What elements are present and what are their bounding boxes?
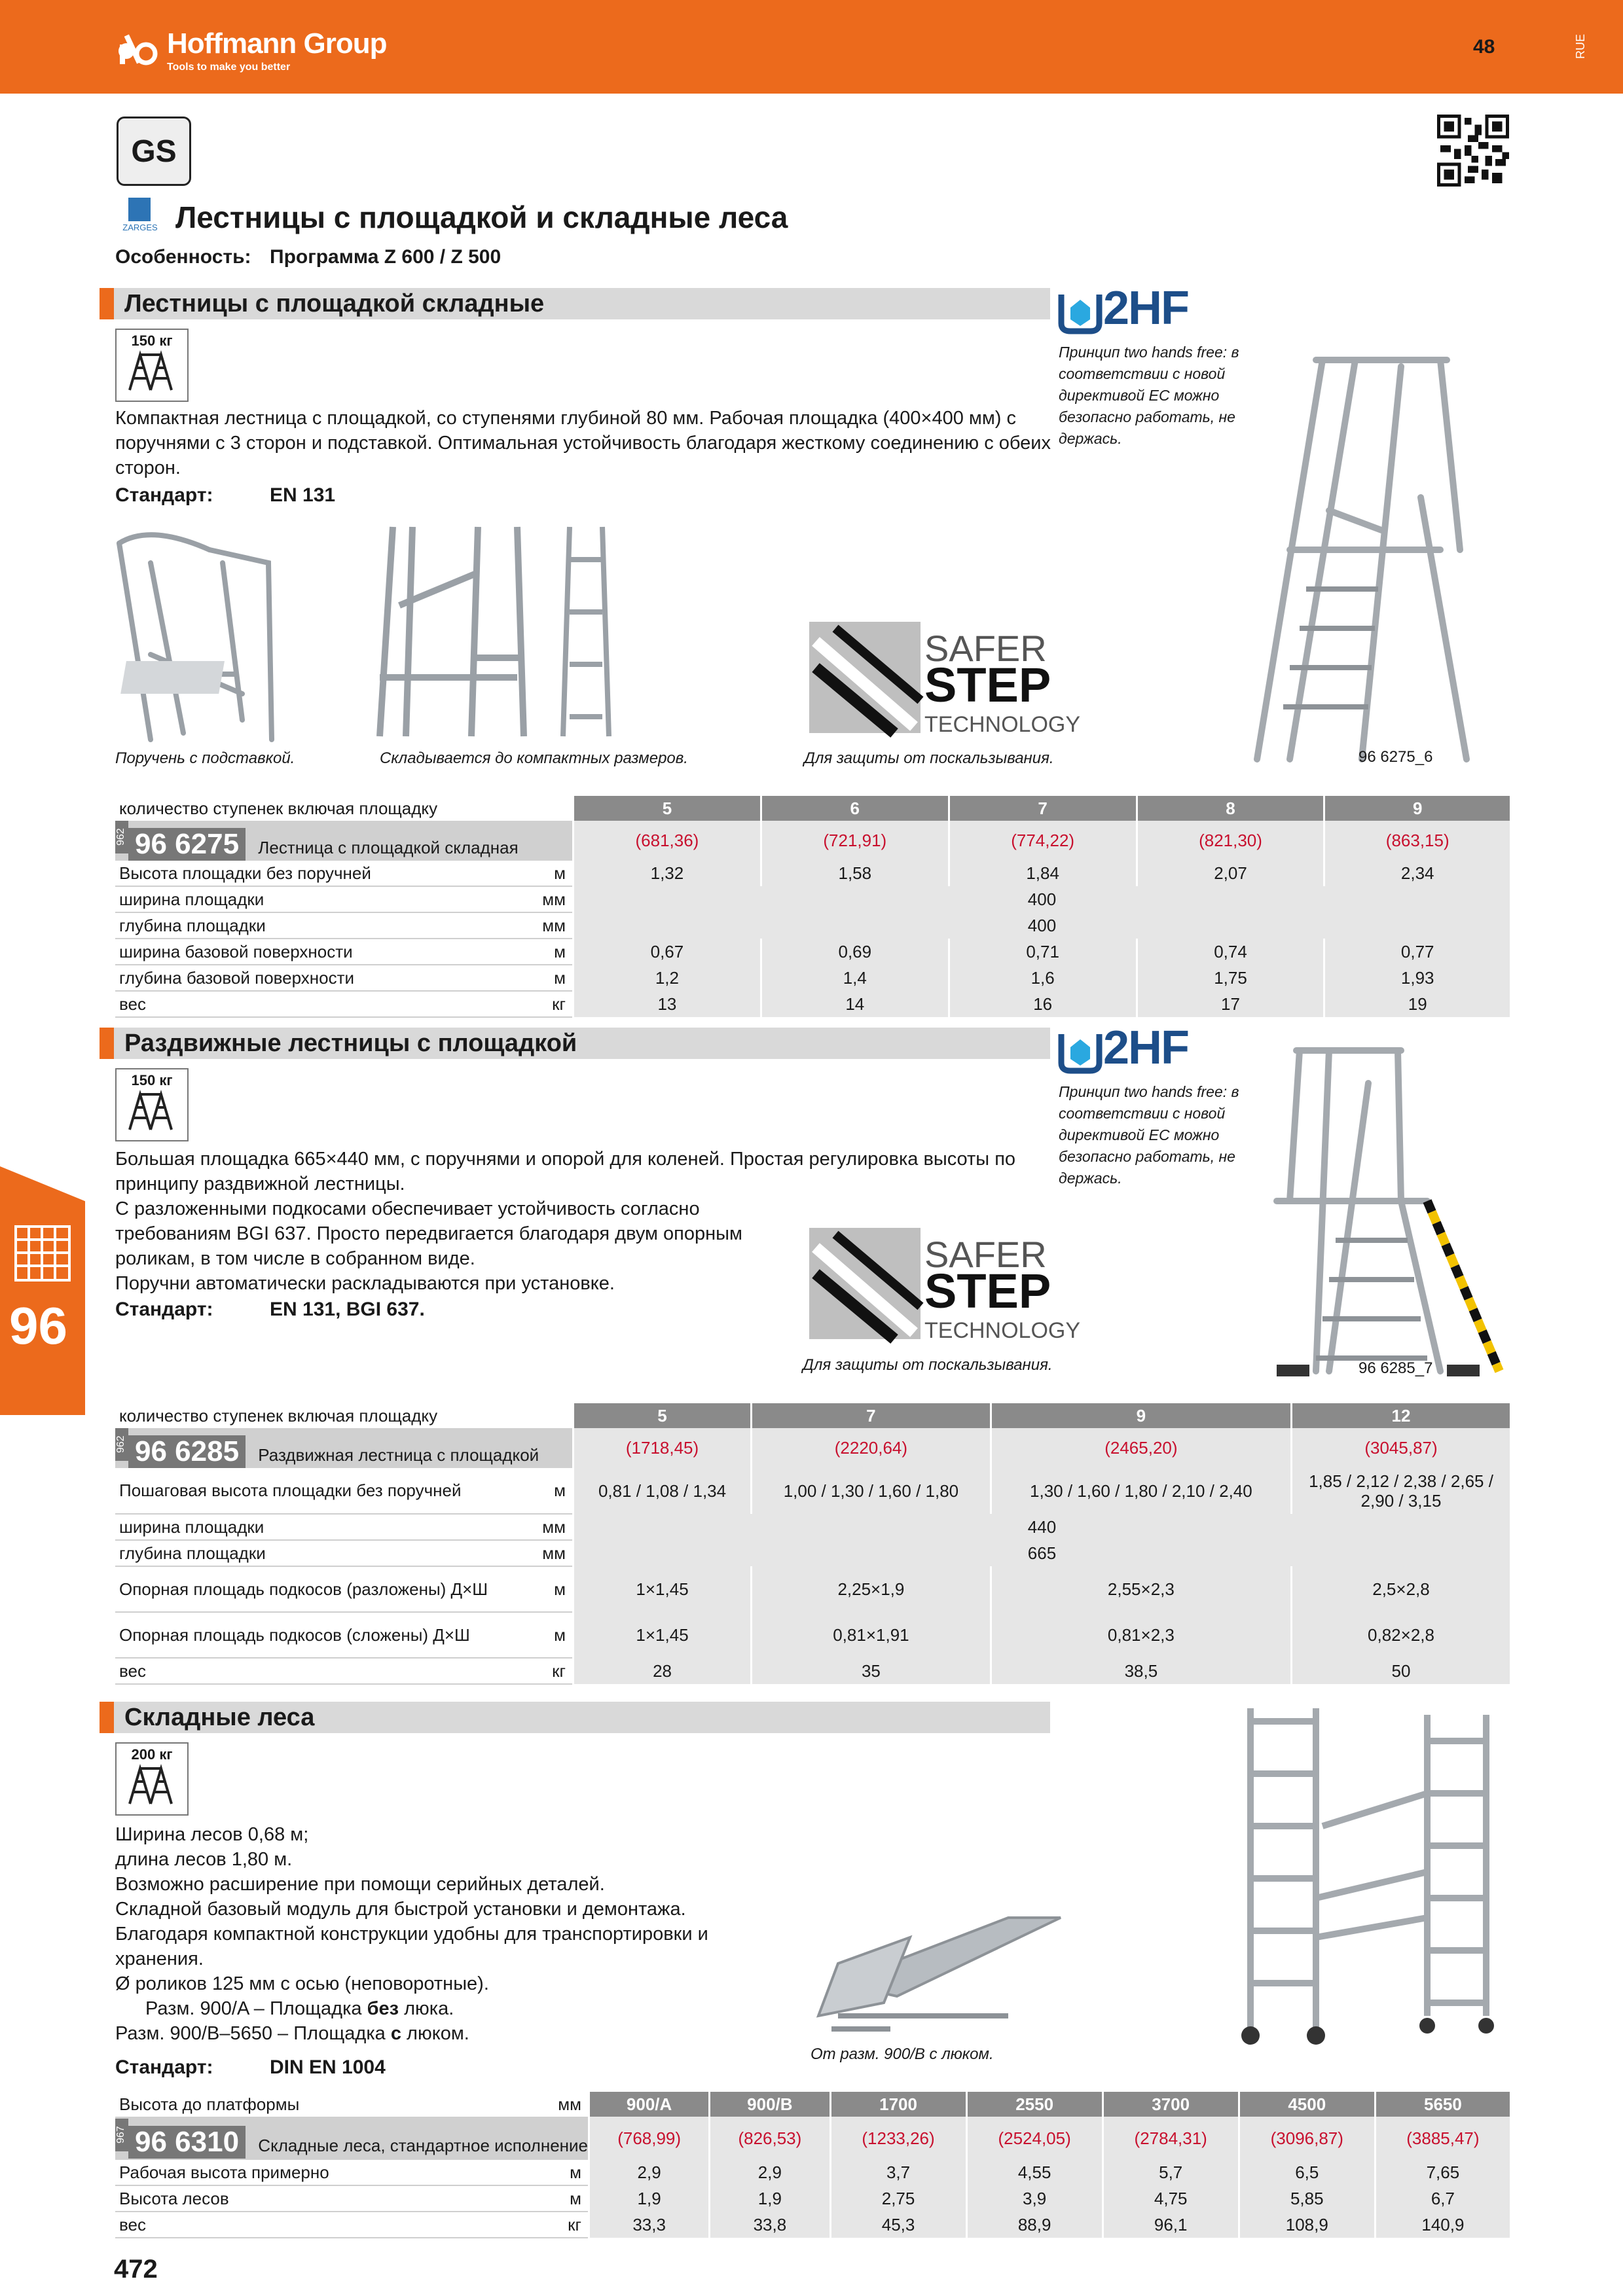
- row-unit: кг: [536, 2212, 589, 2238]
- table-cell-span: 400: [574, 912, 1510, 939]
- table-cell: 17: [1137, 991, 1324, 1017]
- table-column-header: 5: [574, 1403, 752, 1428]
- article-cell: [115, 1428, 574, 1468]
- table-cell: 0,81×2,3: [991, 1612, 1291, 1658]
- ladder-load-icon: [117, 1089, 185, 1132]
- table-cell: 7,65: [1375, 2160, 1510, 2185]
- safer-step-line1: SAFER: [924, 1234, 1047, 1275]
- row-unit: м: [536, 2160, 589, 2185]
- two-hands-free-text: Принцип two hands free: в соответствии с новой директивой ЕС можно безопасно работать, не держась.: [1059, 1083, 1239, 1187]
- table-cell: 1,85 / 2,12 / 2,38 / 2,65 / 2,90 / 3,15: [1292, 1468, 1510, 1514]
- zarges-logo-text: ZARGES: [122, 223, 158, 232]
- load-rating-badge: [115, 1742, 189, 1816]
- price-cell: (774,22): [949, 821, 1137, 861]
- row-unit: м: [522, 965, 574, 991]
- load-rating-badge: [115, 329, 189, 402]
- table-cell: 4,75: [1103, 2185, 1239, 2212]
- price-cell: (2784,31): [1103, 2117, 1239, 2160]
- section-heading-telescopic-platform-ladders: [100, 1028, 1050, 1059]
- table-column-header: 5650: [1375, 2092, 1510, 2117]
- table-cell: 2,07: [1137, 861, 1324, 886]
- two-hands-free-icon: [1057, 1028, 1103, 1075]
- table-cell: 3,9: [966, 2185, 1103, 2212]
- safer-step-icon: [809, 1228, 1081, 1352]
- row-label: Высота лесов: [115, 2185, 536, 2212]
- row-unit: м: [522, 861, 574, 886]
- image-code-1: 96 6275_6: [1359, 748, 1433, 766]
- row-unit: м: [536, 2185, 589, 2212]
- table-column-header: 9: [991, 1403, 1291, 1428]
- price-cell: (1233,26): [830, 2117, 966, 2160]
- price-cell: (821,30): [1137, 821, 1324, 861]
- description-line: Благодаря компактной конструкции удобны для транспортировки и хранения.: [115, 1924, 708, 1969]
- load-rating-label: 200 кг: [131, 1746, 173, 1763]
- row-unit: м: [522, 1566, 574, 1612]
- hoffmann-logo-icon: [115, 25, 160, 71]
- table-cell: 16: [949, 991, 1137, 1017]
- table-header-label: количество ступенек включая площадку: [115, 1403, 574, 1428]
- spec-table-966285: [115, 1403, 1510, 1685]
- table-column-header: 6: [761, 796, 949, 821]
- table-cell-span: 665: [574, 1540, 1510, 1566]
- row-unit: кг: [522, 991, 574, 1017]
- section1-description: Компактная лестница с площадкой, со ступенями глубиной 80 мм. Рабочая площадка (400×400 мм) с поручнями с 3 сторон и подставкой. Оптимальная устойчивость благодаря жесткому соединению с обеих сторон.: [115, 408, 1051, 478]
- row-label: ширина площадки: [115, 1514, 522, 1540]
- table-cell: 1,4: [761, 965, 949, 991]
- row-label: Опорная площадь подкосов (разложены) Д×Ш: [115, 1566, 522, 1612]
- table-cell: 88,9: [966, 2212, 1103, 2238]
- qr-code-icon[interactable]: [1437, 115, 1509, 187]
- section1-standard-value: EN 131: [270, 484, 336, 506]
- two-hands-free-text: Принцип two hands free: в соответствии с новой директивой ЕС можно безопасно работать, не держась.: [1059, 344, 1239, 447]
- description-line: Ø роликов 125 мм с осью (неповоротные).: [115, 1973, 489, 1994]
- table-cell: 1,58: [761, 861, 949, 886]
- row-unit: м: [522, 1612, 574, 1658]
- section-heading-folding-platform-ladders: [100, 288, 1050, 319]
- article-group: 967: [115, 2119, 128, 2151]
- table-cell: 3,7: [830, 2160, 966, 2185]
- table-cell: 1×1,45: [574, 1612, 752, 1658]
- table-row: [115, 2160, 1510, 2185]
- article-cell: [115, 2117, 589, 2160]
- section3-standard-label: Стандарт:: [115, 2056, 213, 2078]
- price-cell: (3096,87): [1239, 2117, 1375, 2160]
- price-cell: (2220,64): [752, 1428, 991, 1468]
- table-cell: 0,74: [1137, 939, 1324, 965]
- scaffold-platform-image: [812, 1898, 1074, 2036]
- section-heading-folding-scaffolds: [100, 1702, 1050, 1733]
- variant-bold: без: [367, 1998, 399, 2019]
- table-row: [115, 886, 1510, 912]
- row-label: Пошаговая высота площадки без поручней: [115, 1468, 522, 1514]
- two-hands-free-logo: [1057, 281, 1188, 335]
- caption-anti-slip-2: Для защиты от поскальзывания.: [803, 1356, 1053, 1374]
- table-header-label: Высота до платформы: [115, 2092, 536, 2117]
- table-cell: 1,9: [710, 2185, 830, 2212]
- table-cell: 1,30 / 1,60 / 1,80 / 2,10 / 2,40: [991, 1468, 1291, 1514]
- table-cell: 1,00 / 1,30 / 1,60 / 1,80: [752, 1468, 991, 1514]
- section3-standard-value: DIN EN 1004: [270, 2056, 386, 2078]
- table-column-header: 9: [1324, 796, 1510, 821]
- table-cell: 0,81×1,91: [752, 1612, 991, 1658]
- table-cell: 35: [752, 1658, 991, 1684]
- price-cell: (721,91): [761, 821, 949, 861]
- table-cell: 2,34: [1324, 861, 1510, 886]
- table-cell: 33,3: [589, 2212, 710, 2238]
- variant-line-1: [115, 1996, 770, 2021]
- variant-text: Разм. 900/B–5650 – Площадка: [115, 2023, 391, 2044]
- variant-text: люка.: [399, 1998, 454, 2019]
- section-heading-text: Складные леса: [124, 1704, 315, 1731]
- price-cell: (1718,45): [574, 1428, 752, 1468]
- zarges-logo: [114, 196, 166, 233]
- table-cell: 0,71: [949, 939, 1137, 965]
- table-row: [115, 2185, 1510, 2212]
- ladder-load-icon: [117, 350, 185, 393]
- section2-standard-value: EN 131, BGI 637.: [270, 1299, 425, 1320]
- zarges-logo-icon: [114, 196, 166, 233]
- safer-step-line2: STEP: [924, 658, 1051, 712]
- price-cell: (768,99): [589, 2117, 710, 2160]
- table-cell: 1,75: [1137, 965, 1324, 991]
- caption-handrail: Поручень с подставкой.: [115, 749, 295, 767]
- brand-tagline: Tools to make you better: [167, 62, 291, 73]
- safer-step-logo: [809, 622, 1081, 746]
- table-column-header: 4500: [1239, 2092, 1375, 2117]
- table-header-row: [115, 1403, 1510, 1428]
- safer-step-line2: STEP: [924, 1264, 1051, 1318]
- article-cell: [115, 821, 574, 861]
- table-cell: 0,69: [761, 939, 949, 965]
- table-cell: 5,7: [1103, 2160, 1239, 2185]
- load-rating-badge: [115, 1068, 189, 1141]
- table-cell: 5,85: [1239, 2185, 1375, 2212]
- description-line: С разложенными подкосами обеспечивает устойчивость согласно требованиям BGI 637. Просто передвигается благодаря двум опорным роликам, в том числе в собранном виде.: [115, 1198, 742, 1269]
- row-label: глубина базовой поверхности: [115, 965, 522, 991]
- table-column-header: 7: [949, 796, 1137, 821]
- table-row: [115, 861, 1510, 886]
- table-cell: 14: [761, 991, 949, 1017]
- article-name: Лестница с площадкой складная: [258, 838, 519, 857]
- table-header-row: [115, 796, 1510, 821]
- page-title: Лестницы с площадкой и складные леса: [175, 200, 788, 234]
- table-cell: 1,6: [949, 965, 1137, 991]
- table-cell: 50: [1292, 1658, 1510, 1684]
- table-cell: 33,8: [710, 2212, 830, 2238]
- description-line: Большая площадка 665×440 мм, с поручнями и опорой для коленей. Простая регулировка высоты по принципу раздвижной лестницы.: [115, 1149, 1016, 1194]
- table-cell-span: 400: [574, 886, 1510, 912]
- article-name: Складные леса, стандартное исполнение: [258, 2135, 588, 2155]
- table-cell: 6,5: [1239, 2160, 1375, 2185]
- table-header-unit: мм: [558, 2094, 581, 2114]
- ladder-handrail-image: [111, 524, 282, 740]
- table-column-header: 8: [1137, 796, 1324, 821]
- table-cell: 4,55: [966, 2160, 1103, 2185]
- table-cell: 19: [1324, 991, 1510, 1017]
- table-cell: 1,93: [1324, 965, 1510, 991]
- section1-standard-label: Стандарт:: [115, 484, 213, 506]
- price-cell: (2524,05): [966, 2117, 1103, 2160]
- table-header-row: [115, 2092, 1510, 2117]
- description-line: Поручни автоматически раскладываются при установке.: [115, 1273, 615, 1294]
- table-cell: 0,67: [574, 939, 761, 965]
- table-row: [115, 1468, 1510, 1514]
- feature-value: Программа Z 600 / Z 500: [270, 246, 501, 268]
- row-label: глубина площадки: [115, 912, 522, 939]
- table-column-header: 12: [1292, 1403, 1510, 1428]
- table-row: [115, 1612, 1510, 1658]
- table-cell: 2,5×2,8: [1292, 1566, 1510, 1612]
- row-unit: мм: [522, 886, 574, 912]
- folding-scaffold-image: [1231, 1702, 1506, 2049]
- table-cell: 2,55×2,3: [991, 1566, 1291, 1612]
- description-line: Складной базовый модуль для быстрой установки и демонтажа.: [115, 1899, 686, 1920]
- footer-page-number: 472: [114, 2255, 158, 2284]
- table-header-label: количество ступенек включая площадку: [115, 796, 574, 821]
- safer-step-line1: SAFER: [924, 628, 1047, 669]
- table-cell: 2,75: [830, 2185, 966, 2212]
- table-column-header: 5: [574, 796, 761, 821]
- row-label: вес: [115, 2212, 536, 2238]
- description-line: Ширина лесов 0,68 м;: [115, 1824, 309, 1845]
- table-cell: 108,9: [1239, 2212, 1375, 2238]
- table-cell: 2,9: [710, 2160, 830, 2185]
- row-unit: кг: [522, 1658, 574, 1684]
- two-hands-free-logo: [1057, 1021, 1188, 1075]
- two-hands-free-icon: [1057, 288, 1103, 335]
- table-cell: 0,82×2,8: [1292, 1612, 1510, 1658]
- price-cell: (3885,47): [1375, 2117, 1510, 2160]
- caption-hatch: От разм. 900/B с люком.: [811, 2045, 994, 2063]
- ladder-load-icon: [117, 1763, 185, 1806]
- chapter-side-tab[interactable]: [0, 1166, 85, 1415]
- table-row: [115, 939, 1510, 965]
- row-unit: мм: [522, 1540, 574, 1566]
- table-cell: 45,3: [830, 2212, 966, 2238]
- table-cell: 140,9: [1375, 2212, 1510, 2238]
- table-row: [115, 965, 1510, 991]
- spec-table-966275: [115, 796, 1510, 1018]
- platform-ladder-image: [1244, 353, 1480, 772]
- table-row: [115, 1566, 1510, 1612]
- price-cell: (2465,20): [991, 1428, 1291, 1468]
- table-cell: 1,2: [574, 965, 761, 991]
- article-number[interactable]: 96 6285: [128, 1435, 246, 1468]
- article-row: [115, 1428, 1510, 1468]
- row-label: Опорная площадь подкосов (сложены) Д×Ш: [115, 1612, 522, 1658]
- section2-standard-label: Стандарт:: [115, 1299, 213, 1320]
- section-heading-text: Лестницы с площадкой складные: [124, 290, 545, 317]
- table-cell: 6,7: [1375, 2185, 1510, 2212]
- price-cell: (826,53): [710, 2117, 830, 2160]
- article-number[interactable]: 96 6310: [128, 2126, 246, 2159]
- feature-label: Особенность:: [115, 246, 251, 268]
- row-unit: м: [522, 939, 574, 965]
- spec-table-966310: [115, 2092, 1510, 2238]
- row-label: ширина площадки: [115, 886, 522, 912]
- price-cell: (3045,87): [1292, 1428, 1510, 1468]
- article-group: 962: [115, 1428, 128, 1461]
- variant-text: Разм. 900/A – Площадка: [145, 1998, 367, 2019]
- image-code-2: 96 6285_7: [1359, 1359, 1433, 1377]
- table-cell: 96,1: [1103, 2212, 1239, 2238]
- description-line: длина лесов 1,80 м.: [115, 1849, 293, 1870]
- table-column-header: 900/B: [710, 2092, 830, 2117]
- table-row: [115, 912, 1510, 939]
- table-cell: 0,81 / 1,08 / 1,34: [574, 1468, 752, 1514]
- two-hands-free-label: 2HF: [1103, 1022, 1189, 1074]
- table-cell: 2,9: [589, 2160, 710, 2185]
- safer-step-line3: TECHNOLOGY: [924, 1318, 1081, 1343]
- safer-step-icon: [809, 622, 1081, 746]
- table-column-header: 1700: [830, 2092, 966, 2117]
- row-label: Рабочая высота примерно: [115, 2160, 536, 2185]
- table-row: [115, 1514, 1510, 1540]
- row-label: вес: [115, 1658, 522, 1684]
- table-cell: 1,32: [574, 861, 761, 886]
- table-cell: 1,9: [589, 2185, 710, 2212]
- table-cell: 28: [574, 1658, 752, 1684]
- table-column-header: 3700: [1103, 2092, 1239, 2117]
- table-column-header: 900/A: [589, 2092, 710, 2117]
- variant-line-2: [115, 2021, 770, 2046]
- variant-bold: с: [390, 2023, 401, 2044]
- variant-text: люком.: [401, 2023, 469, 2044]
- section3-description: [115, 1822, 770, 2046]
- article-row: [115, 2117, 1510, 2160]
- caption-compact: Складывается до компактных размеров.: [380, 749, 688, 767]
- row-label: ширина базовой поверхности: [115, 939, 522, 965]
- safer-step-logo: [809, 1228, 1081, 1352]
- table-cell-span: 440: [574, 1514, 1510, 1540]
- section-heading-text: Раздвижные лестницы с площадкой: [124, 1030, 577, 1057]
- table-column-header: 7: [752, 1403, 991, 1428]
- table-row: [115, 2212, 1510, 2238]
- brand-name: Hoffmann Group: [167, 27, 387, 60]
- article-row: [115, 821, 1510, 861]
- row-label: Высота площадки без поручней: [115, 861, 522, 886]
- load-rating-label: 150 кг: [131, 1072, 173, 1088]
- two-hands-free-label: 2HF: [1103, 282, 1189, 334]
- page-number: 48: [1473, 36, 1495, 58]
- table-column-header: 2550: [966, 2092, 1103, 2117]
- table-cell: 13: [574, 991, 761, 1017]
- table-cell: 1×1,45: [574, 1566, 752, 1612]
- table-row: [115, 991, 1510, 1017]
- load-rating-label: 150 кг: [131, 332, 173, 349]
- caption-anti-slip: Для защиты от поскальзывания.: [804, 749, 1054, 767]
- table-row: [115, 1540, 1510, 1566]
- table-row: [115, 1658, 1510, 1684]
- row-label: вес: [115, 991, 522, 1017]
- table-cell: 38,5: [991, 1658, 1291, 1684]
- row-unit: мм: [522, 1514, 574, 1540]
- article-group: 962: [115, 821, 128, 853]
- price-cell: (681,36): [574, 821, 761, 861]
- table-cell: 2,25×1,9: [752, 1566, 991, 1612]
- chapter-number: 96: [9, 1297, 67, 1355]
- telescopic-platform-ladder-image: [1250, 1044, 1506, 1378]
- gs-certification-mark: GS: [117, 117, 191, 186]
- safer-step-line3: TECHNOLOGY: [924, 712, 1081, 737]
- article-name: Раздвижная лестница с площадкой: [258, 1445, 539, 1465]
- article-number[interactable]: 96 6275: [128, 828, 246, 861]
- ladder-folding-image: [373, 520, 661, 740]
- table-cell: 1,84: [949, 861, 1137, 886]
- table-cell: 0,77: [1324, 939, 1510, 965]
- row-unit: м: [522, 1468, 574, 1514]
- row-unit: мм: [522, 912, 574, 939]
- price-cell: (863,15): [1324, 821, 1510, 861]
- language-code: RUE: [1574, 34, 1587, 60]
- description-line: Возможно расширение при помощи серийных деталей.: [115, 1874, 605, 1895]
- grid-icon: [13, 1224, 72, 1283]
- row-label: глубина площадки: [115, 1540, 522, 1566]
